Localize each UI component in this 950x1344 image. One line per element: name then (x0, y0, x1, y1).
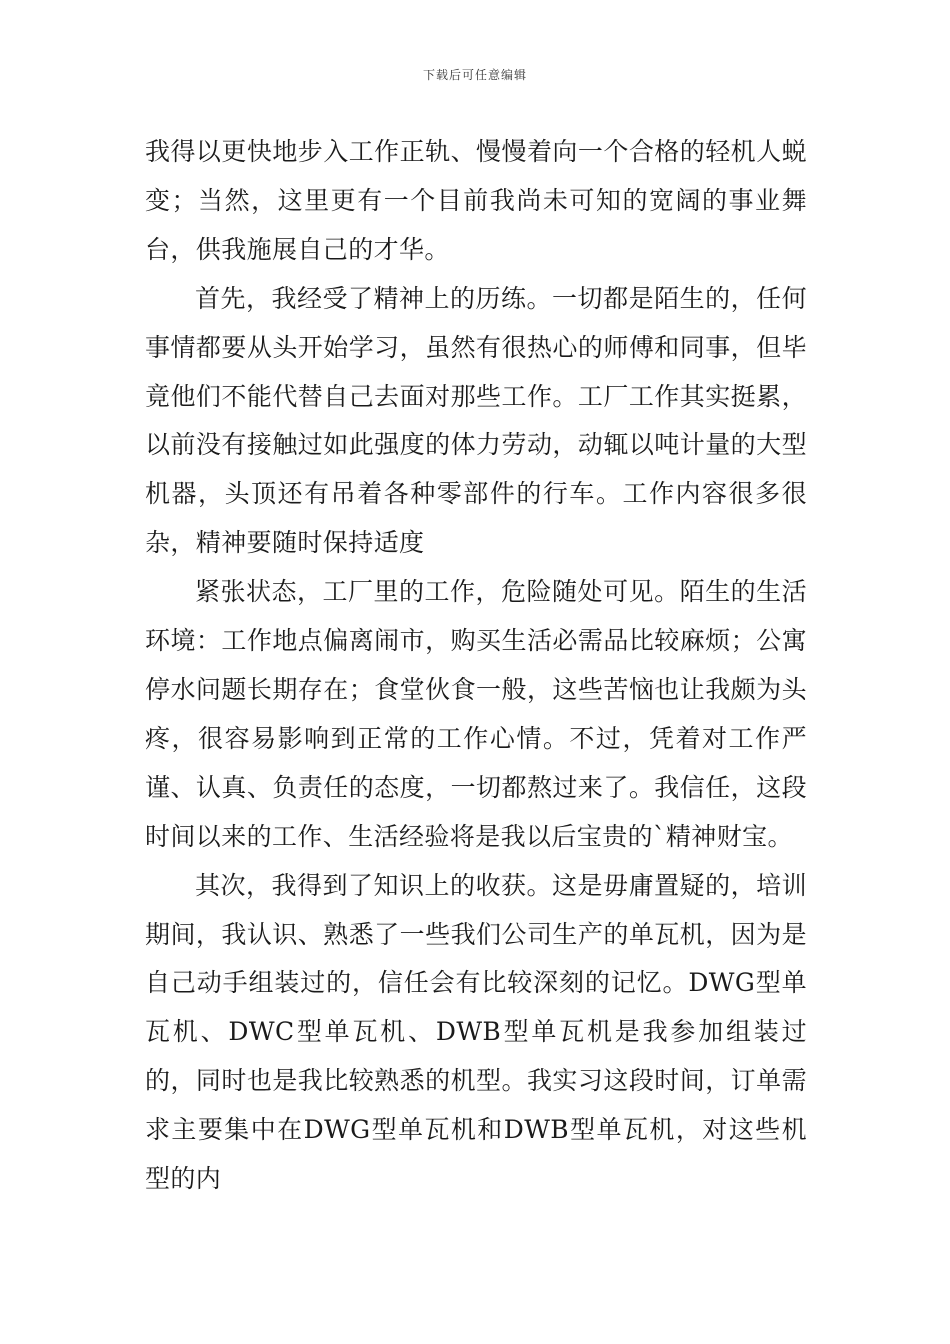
document-body (145, 128, 807, 1204)
page-header-note: 下载后可任意编辑 (422, 68, 527, 82)
paragraph-2: 首先，我经受了精神上的历练。一切都是陌生的，任何事情都要从头开始学习，虽然有很热心的师傅和同事，但毕竟他们不能代替自己去面对那些工作。工厂工作其实挺累，以前没有接触过如此强度的体力劳动，动辄以吨计量的大型机器，头顶还有吊着各种零部件的行车。工作内容很多很杂，精神要随时保持适度 (145, 283, 807, 558)
paragraph-1: 我得以更快地步入工作正轨、慢慢着向一个合格的轻机人蜕变；当然，这里更有一个目前我尚未可知的宽阔的事业舞台，供我施展自己的才华。 (145, 137, 807, 264)
paragraph-3: 紧张状态，工厂里的工作，危险随处可见。陌生的生活环境：工作地点偏离闹市，购买生活必需品比较麻烦；公寓停水问题长期存在；食堂伙食一般，这些苦恼也让我颇为头疼，很容易影响到正常的工作心情。不过，凭着对工作严谨、认真、负责任的态度，一切都熬过来了。我信任，这段时间以来的工作、生活经验将是我以后宝贵的`精神财宝。 (145, 577, 807, 851)
paragraph-4: 其次，我得到了知识上的收获。这是毋庸置疑的，培训期间，我认识、熟悉了一些我们公司生产的单瓦机，因为是自己动手组装过的，信任会有比较深刻的记忆。DWG型单瓦机、DWC型单瓦机、DWB型单瓦机是我参加组装过的，同时也是我比较熟悉的机型。我实习这段时间，订单需求主要集中在DWG型单瓦机和DWB型单瓦机，对这些机型的内 (145, 870, 807, 1194)
